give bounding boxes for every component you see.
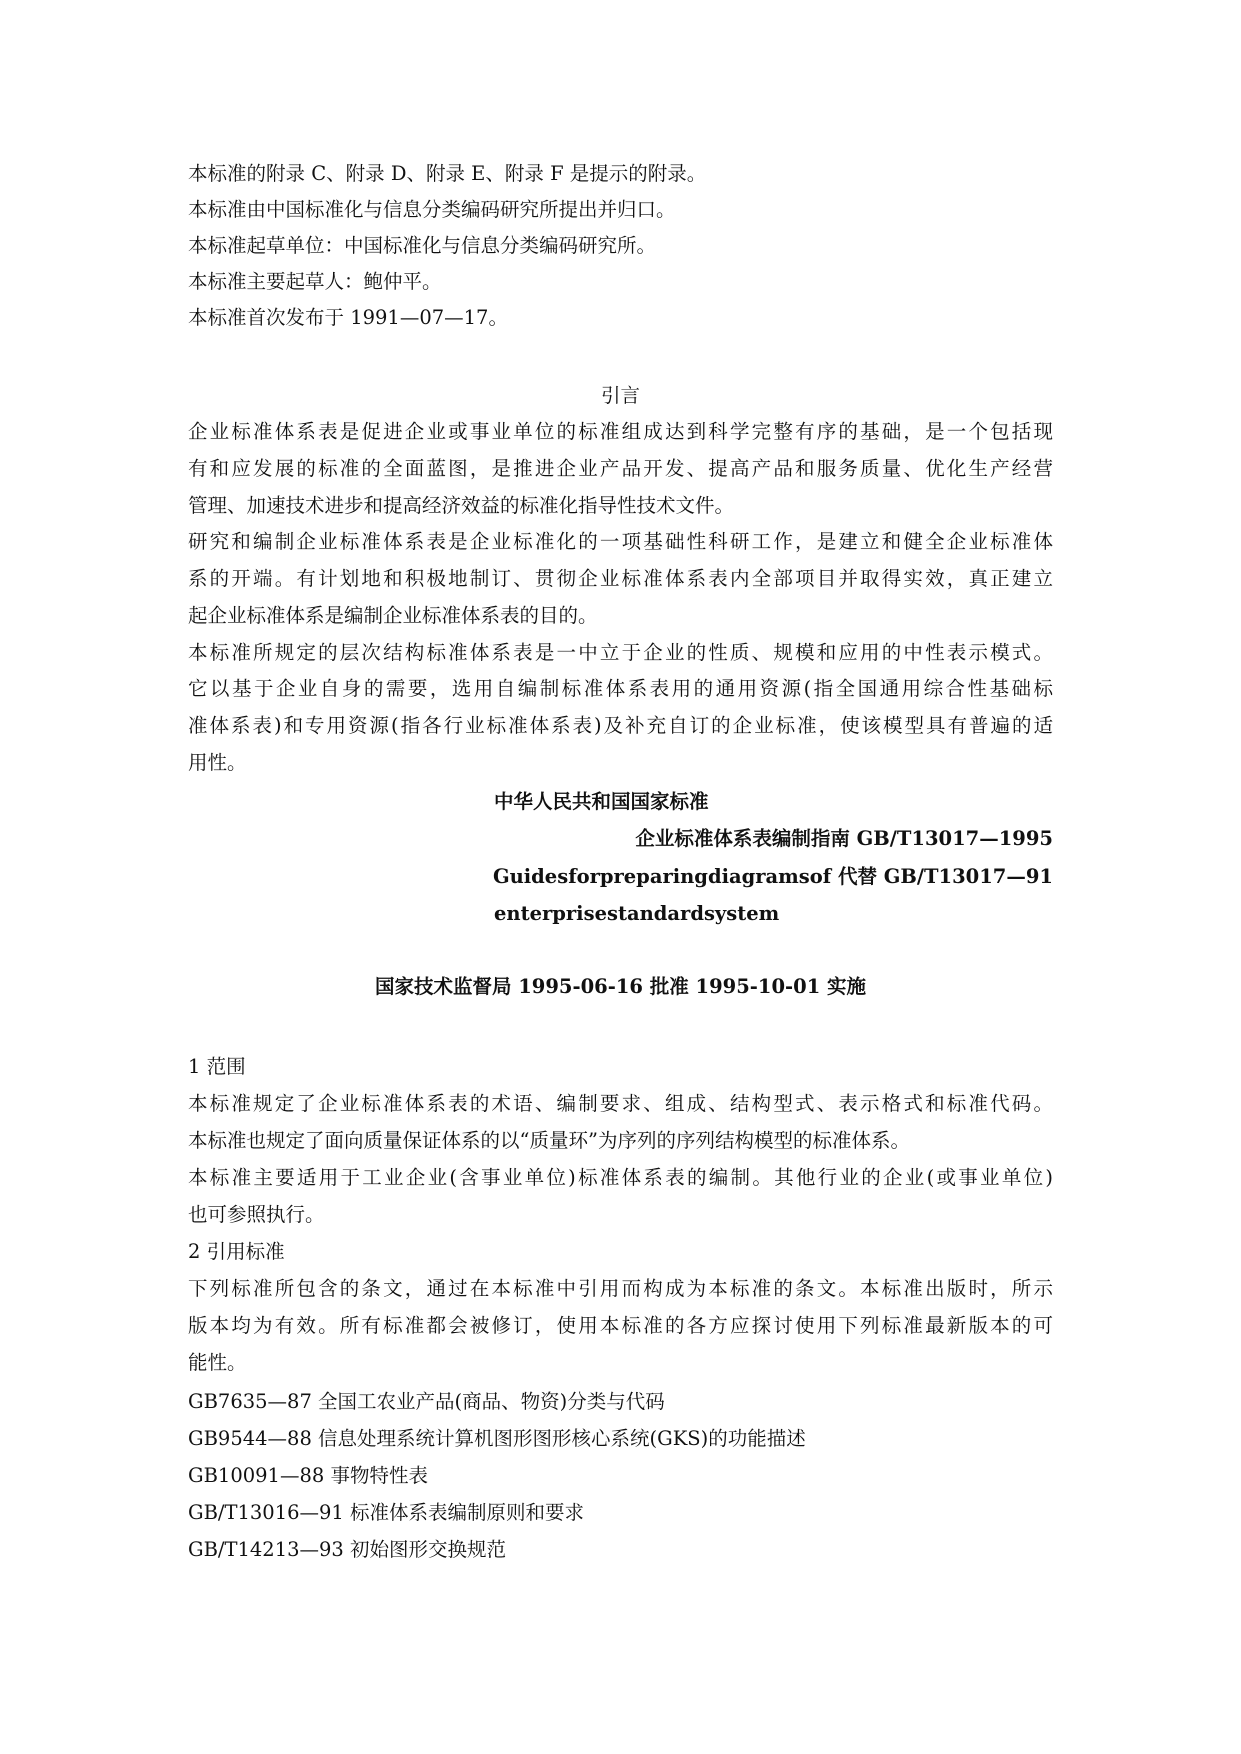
section1-line: 也可参照执行。 — [188, 1203, 325, 1226]
section2-line: 能性。 — [188, 1351, 247, 1374]
preface-line: 本标准由中国标准化与信息分类编码研究所提出并归口。 — [188, 198, 676, 221]
preface-line: 本标准的附录 C、附录 D、附录 E、附录 F 是提示的附录。 — [188, 162, 707, 185]
standard-title: 企业标准体系表编制指南 GB/T13017—1995 — [635, 827, 1053, 850]
intro-para3-line: 准体系表)和专用资源(指各行业标准体系表)及补充自订的企业标准，使该模型具有普遍的适 — [188, 714, 1053, 737]
intro-para3-line: 它以基于企业自身的需要，选用自编制标准体系表用的通用资源(指全国通用综合性基础标 — [188, 677, 1053, 700]
preface-line: 本标准主要起草人：鲍仲平。 — [188, 270, 442, 293]
intro-para3-line: 用性。 — [188, 751, 247, 774]
reference-item: GB10091—88 事物特性表 — [188, 1464, 428, 1487]
intro-para1-line: 企业标准体系表是促进企业或事业单位的标准组成达到科学完整有序的基础，是一个包括现 — [188, 420, 1053, 443]
section1-line: 本标准主要适用于工业企业(含事业单位)标准体系表的编制。其他行业的企业(或事业单位) — [188, 1166, 1053, 1189]
intro-para2-line: 系的开端。有计划地和积极地制订、贯彻企业标准体系表内全部项目并取得实效，真正建立 — [188, 567, 1053, 590]
section1-line: 本标准规定了企业标准体系表的术语、编制要求、组成、结构型式、表示格式和标准代码。 — [188, 1092, 1053, 1115]
section-heading: 1 范围 — [188, 1055, 246, 1078]
section-heading: 2 引用标准 — [188, 1240, 285, 1263]
standard-english-title: Guidesforpreparingdiagramsof 代替 GB/T13017—91 — [492, 865, 1053, 888]
section1-line: 本标准也规定了面向质量保证体系的以“质量环”为序列的序列结构模型的标准体系。 — [188, 1129, 910, 1152]
preface-line: 本标准起草单位：中国标准化与信息分类编码研究所。 — [188, 234, 657, 257]
section2-line: 下列标准所包含的条文，通过在本标准中引用而构成为本标准的条文。本标准出版时，所示 — [188, 1277, 1053, 1300]
reference-item: GB7635—87 全国工农业产品(商品、物资)分类与代码 — [188, 1390, 665, 1413]
reference-item: GB/T14213—93 初始图形交换规范 — [188, 1538, 507, 1561]
intro-para2-line: 起企业标准体系是编制企业标准体系表的目的。 — [188, 604, 598, 627]
intro-para3-line: 本标准所规定的层次结构标准体系表是一中立于企业的性质、规模和应用的中性表示模式。 — [188, 641, 1053, 664]
intro-title: 引言 — [600, 384, 640, 407]
preface-line: 本标准首次发布于 1991—07—17。 — [188, 306, 508, 329]
reference-item: GB/T13016—91 标准体系表编制原则和要求 — [188, 1501, 585, 1524]
reference-item: GB9544—88 信息处理系统计算机图形图形核心系统(GKS)的功能描述 — [188, 1427, 806, 1450]
intro-para2-line: 研究和编制企业标准体系表是企业标准化的一项基础性科研工作，是建立和健全企业标准体 — [188, 530, 1053, 553]
standard-country-title: 中华人民共和国国家标准 — [494, 790, 709, 813]
intro-para1-line: 管理、加速技术进步和提高经济效益的标准化指导性技术文件。 — [188, 494, 735, 517]
approval-line: 国家技术监督局 1995-06-16 批准 1995-10-01 实施 — [374, 975, 867, 998]
intro-para1-line: 有和应发展的标准的全面蓝图，是推进企业产品开发、提高产品和服务质量、优化生产经营 — [188, 457, 1053, 480]
section2-line: 版本均为有效。所有标准都会被修订，使用本标准的各方应探讨使用下列标准最新版本的可 — [188, 1314, 1053, 1337]
standard-english-title-cont: enterprisestandardsystem — [494, 902, 780, 925]
